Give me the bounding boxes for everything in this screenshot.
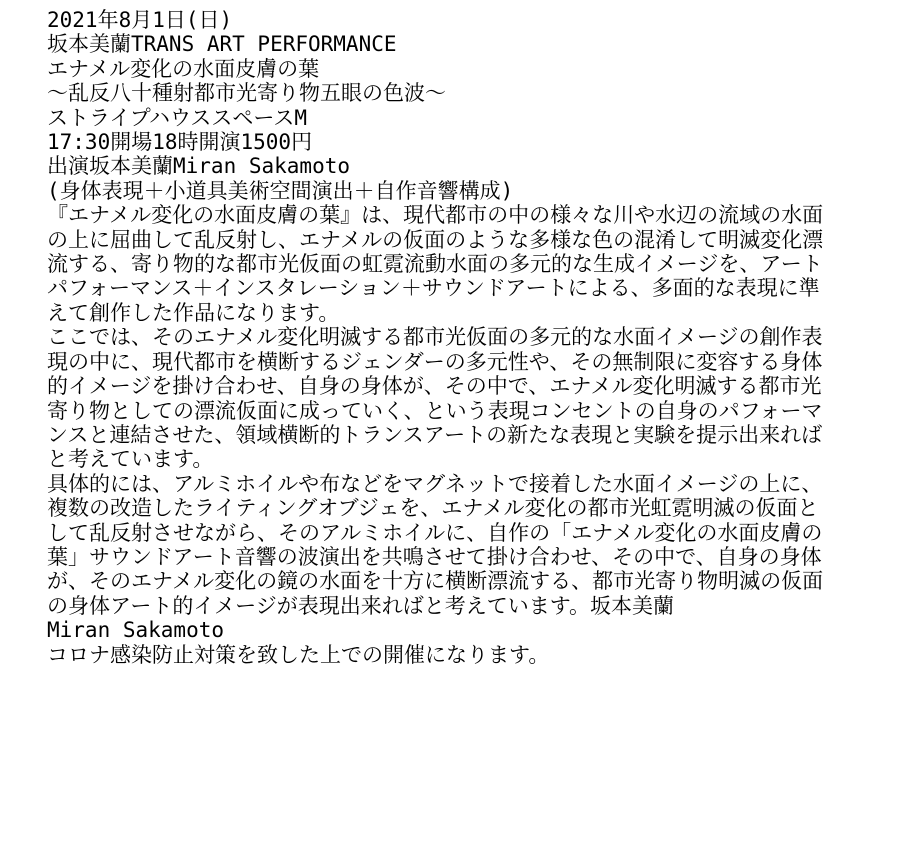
description-paragraph-3: 具体的には、アルミホイルや布などをマグネットで接着した水面イメージの上に、複数の改造したライティングオブジェを、エナメル変化の都市光虹霓明滅の仮面として乱反射させながら、そのアルミホイルに、自作の「エナメル変化の水面皮膚の葉」サウンドアート音響の波演出を共鳴させて掛け合わせ、その中で、自身の身体が、そのエナメル変化の鏡の水面を十方に横断漂流する、都市光寄り物明滅の仮面の身体アート的イメージが表現出来ればと考えています。坂本美蘭 — [47, 471, 824, 618]
performer-roles: (身体表現＋小道具美術空間演出＋自作音響構成) — [47, 178, 514, 203]
event-title: 坂本美蘭TRANS ART PERFORMANCE — [47, 32, 397, 57]
event-announcement — [47, 8, 897, 667]
venue: ストライプハウススペースM — [47, 105, 308, 130]
signature: Miran Sakamoto — [47, 618, 225, 643]
time-and-price: 17:30開場18時開演1500円 — [47, 130, 313, 155]
description-paragraph-1: 『エナメル変化の水面皮膚の葉』は、現代都市の中の様々な川や水辺の流域の水面の上に屈曲して乱反射し、エナメルの仮面のような多様な色の混淆して明滅変化漂流する、寄り物的な都市光仮面の虹霓流動水面の多元的な生成イメージを、アートパフォーマンス＋インスタレーション＋サウンドアートによる、多面的な表現に準えて創作した作品になります。 — [47, 203, 824, 325]
covid-notice: コロナ感染防止対策を致した上での開催になります。 — [47, 642, 550, 667]
work-subtitle: ～乱反八十種射都市光寄り物五眼の色波～ — [47, 81, 446, 106]
description-paragraph-2: ここでは、そのエナメル変化明滅する都市光仮面の多元的な水面イメージの創作表現の中に、現代都市を横断するジェンダーの多元性や、その無制限に変容する身体的イメージを掛け合わせ、自身の身体が、その中で、エナメル変化明滅する都市光寄り物としての漂流仮面に成っていく、という表現コンセントの自身のパフォーマンスと連結させた、領域横断的トランスアートの新たな表現と実験を提示出来ればと考えています。 — [47, 325, 823, 472]
event-date: 2021年8月1日(日) — [47, 8, 233, 32]
work-title: エナメル変化の水面皮膚の葉 — [47, 56, 320, 81]
performer: 出演坂本美蘭Miran Sakamoto — [47, 154, 351, 179]
